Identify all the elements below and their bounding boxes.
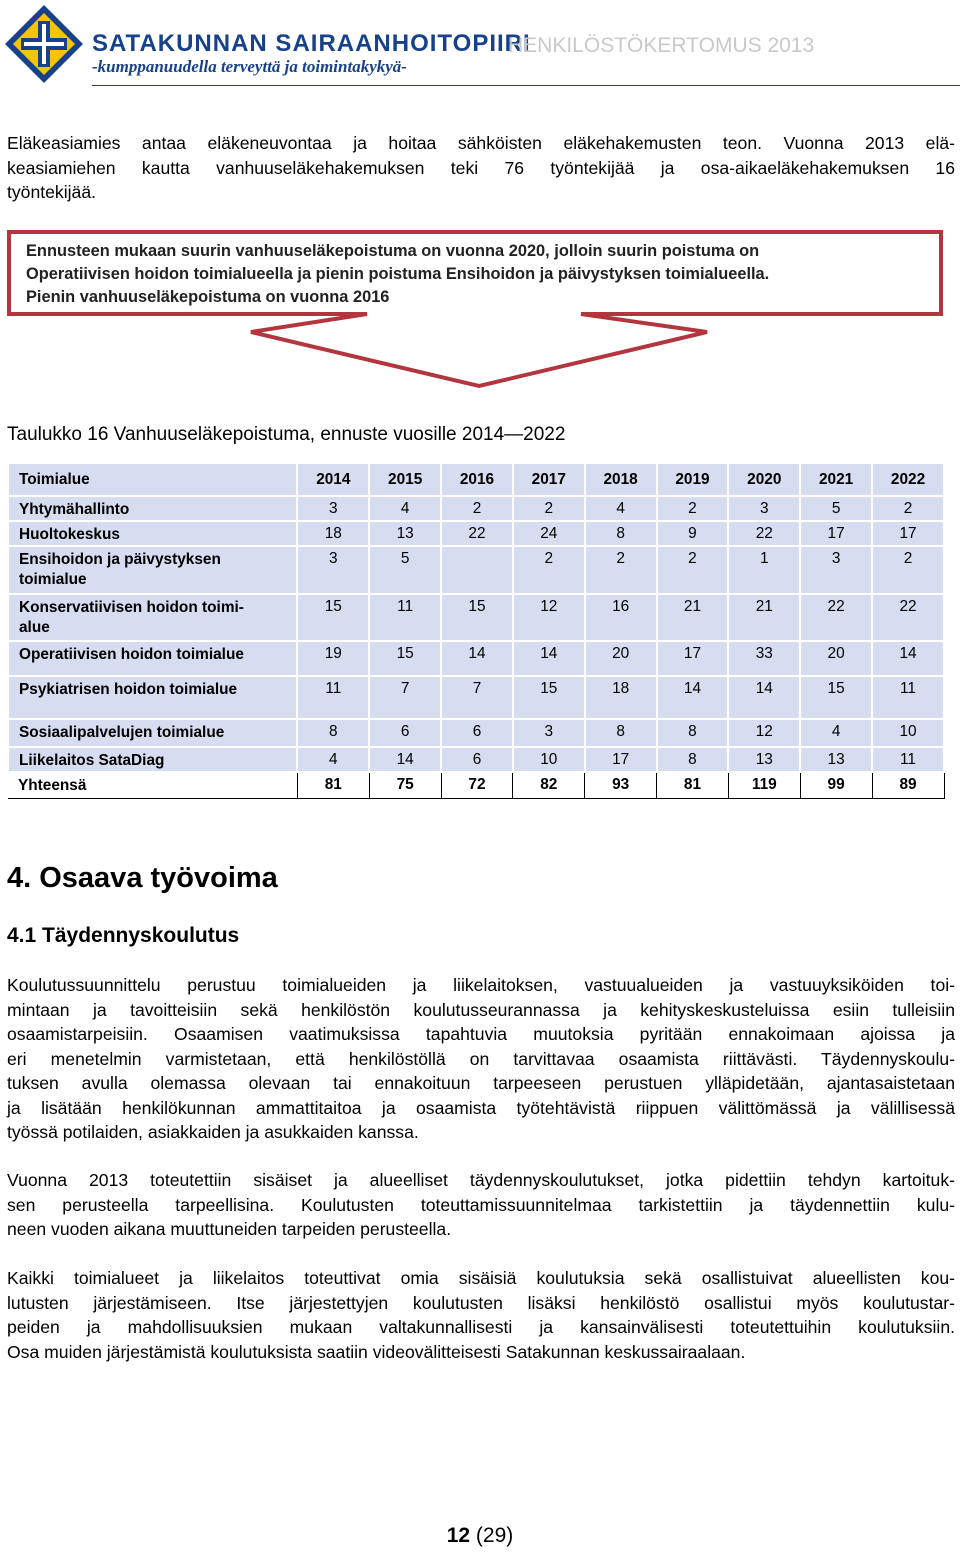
table-cell: 14 [728, 676, 800, 719]
table-cell: 5 [800, 496, 872, 521]
row-label [8, 546, 297, 594]
table-cell: 11 [872, 747, 944, 772]
callout-line: Ennusteen mukaan suurin vanhuuseläkepoistuma on vuonna 2020, jolloin suurin poistuma on [26, 242, 760, 260]
row-label-line: Sosiaalipalvelujen toimialue [19, 724, 225, 741]
table-caption: Taulukko 16 Vanhuuseläkepoistuma, ennuste vuosille 2014—2022 [7, 424, 566, 445]
table-row [8, 521, 944, 546]
table-cell: 2 [657, 496, 729, 521]
organization-slogan: -kumppanuudella terveyttä ja toimintakykyä- [92, 57, 407, 76]
table-cell: 11 [297, 676, 369, 719]
table-cell: 4 [369, 496, 441, 521]
table-cell: 16 [585, 594, 657, 641]
table-cell: 89 [872, 772, 944, 798]
satakunta-logo-icon [4, 4, 84, 84]
section-heading: 4. Osaava työvoima [7, 862, 278, 894]
table-cell: 8 [585, 521, 657, 546]
table-cell: 93 [585, 772, 657, 798]
table-cell: 2 [585, 546, 657, 594]
table-cell: 20 [585, 641, 657, 676]
table-cell: 22 [800, 594, 872, 641]
table-cell: 14 [657, 676, 729, 719]
table-cell: 3 [800, 546, 872, 594]
row-label-line: Huoltokeskus [19, 526, 120, 543]
report-title: HENKILÖSTÖKERTOMUS 2013 [508, 34, 815, 57]
table-cell: 72 [441, 772, 513, 798]
table-cell: 8 [297, 719, 369, 747]
page-number: 12 [446, 1524, 471, 1547]
text-line: Osa muiden järjestämistä koulutuksista saatiin videovälitteisesti Satakunnan keskussairaalaan. [7, 1341, 746, 1362]
callout-line: Operatiivisen hoidon toimialueella ja pienin poistuma Ensihoidon ja päivystyksen toimialueella. [26, 265, 770, 283]
row-label [8, 747, 297, 772]
row-label-line: Ensihoidon ja päivystyksen [19, 551, 221, 568]
table-cell: 3 [297, 546, 369, 594]
text-line: peiden ja mahdollisuuksien mukaan valtakunnallisesti ja kansainvälisesti toteutettuihin koulutuksiin. [7, 1317, 955, 1337]
table-cell: 12 [728, 719, 800, 747]
table-cell: 3 [297, 496, 369, 521]
row-label-line: toimialue [19, 571, 87, 588]
row-label-line: Konservatiivisen hoidon toimi- [19, 599, 244, 616]
table-cell: 11 [369, 594, 441, 641]
table-cell: 15 [800, 676, 872, 719]
table-cell: 2 [872, 496, 944, 521]
column-header: 2018 [585, 463, 657, 496]
table-row [8, 641, 944, 676]
organization-name: SATAKUNNAN SAIRAANHOITOPIIRI [92, 30, 531, 57]
table-cell: 15 [369, 641, 441, 676]
column-header: Toimialue [8, 463, 297, 496]
column-header: 2019 [657, 463, 729, 496]
row-label-line: Operatiivisen hoidon toimialue [19, 646, 244, 663]
text-line: keasiamiehen kautta vanhuuseläkehakemuksen teki 76 työntekijää ja osa-aikaeläkehakemuksen 16 [7, 157, 955, 178]
row-label-line: Psykiatrisen hoidon toimialue [19, 681, 238, 698]
page-footer [0, 1524, 960, 1548]
table-cell: 20 [800, 641, 872, 676]
text-line: lutusten järjestämiseen. Itse järjestettyjen koulutusten lisäksi henkilöstö osallistui myös koulutustar- [7, 1292, 955, 1313]
table-cell: 119 [728, 772, 800, 798]
body-paragraph [7, 973, 955, 1145]
table-cell: 81 [657, 772, 729, 798]
row-label-line: Yhtymähallinto [19, 501, 130, 518]
row-label-line: Liikelaitos SataDiag [19, 752, 165, 769]
table-cell: 8 [657, 719, 729, 747]
table-cell: 75 [369, 772, 441, 798]
table-cell: 3 [513, 719, 585, 747]
table-cell: 24 [513, 521, 585, 546]
page-total: (29) [475, 1524, 514, 1547]
table-cell: 13 [369, 521, 441, 546]
text-line: ja lisätään henkilökunnan ammattitaitoa ja osaamista työtehtävistä riippuen välittömässä ja välillisessä [7, 1097, 955, 1118]
table-cell: 17 [657, 641, 729, 676]
table-cell: 6 [441, 719, 513, 747]
table-row [8, 594, 944, 641]
table-cell: 10 [513, 747, 585, 772]
row-label [8, 521, 297, 546]
text-line: Eläkeasiamies antaa eläkeneuvontaa ja hoitaa sähköisten eläkehakemusten teon. Vuonna 2013 elä- [7, 133, 955, 153]
table-cell: 9 [657, 521, 729, 546]
table-cell: 99 [800, 772, 872, 798]
table-cell: 18 [297, 521, 369, 546]
table-cell: 12 [513, 594, 585, 641]
column-header: 2014 [297, 463, 369, 496]
table-row [8, 496, 944, 521]
table-cell: 6 [441, 747, 513, 772]
table-cell: 13 [800, 747, 872, 772]
table-cell: 14 [441, 641, 513, 676]
text-line: Vuonna 2013 toteutettiin sisäiset ja alueelliset täydennyskoulutukset, jotka pidettiin tehdyn kartoituk- [7, 1170, 955, 1190]
row-label [8, 676, 297, 719]
table-cell: 82 [513, 772, 585, 798]
table-cell: 6 [369, 719, 441, 747]
row-label [8, 641, 297, 676]
table-cell: 13 [728, 747, 800, 772]
table-cell: 2 [657, 546, 729, 594]
text-line: neen vuoden aikana muuttuneiden tarpeiden perusteella. [7, 1219, 452, 1239]
table-cell: 5 [369, 546, 441, 594]
table-cell: 1 [728, 546, 800, 594]
table-cell: 17 [585, 747, 657, 772]
table-cell: 81 [297, 772, 369, 798]
body-paragraph [7, 1266, 955, 1364]
table-cell: 19 [297, 641, 369, 676]
page-header [0, 0, 960, 90]
table-cell: 8 [585, 719, 657, 747]
row-label [8, 594, 297, 641]
column-header: 2020 [728, 463, 800, 496]
table-cell: 18 [585, 676, 657, 719]
table-cell: 15 [513, 676, 585, 719]
table-cell: 7 [369, 676, 441, 719]
table-row [8, 546, 944, 594]
table-cell: 21 [657, 594, 729, 641]
table-cell: 3 [728, 496, 800, 521]
row-label-line: alue [19, 619, 50, 636]
table-header-row [8, 463, 944, 496]
table-cell: 15 [441, 594, 513, 641]
table-cell: 33 [728, 641, 800, 676]
table-cell [441, 546, 513, 594]
callout-line: Pienin vanhuuseläkepoistuma on vuonna 2016 [26, 288, 390, 306]
table-cell: 14 [369, 747, 441, 772]
text-line: Koulutussuunnittelu perustuu toimialueiden ja liikelaitoksen, vastuualueiden ja vastuuyksiköiden toi- [7, 975, 955, 995]
header-divider [92, 85, 960, 86]
text-line: eri menetelmin varmistetaan, että henkilöstöllä on tarvittavaa osaamista riittävästi. Täydennyskoulu- [7, 1048, 955, 1069]
body-paragraph [7, 1168, 955, 1242]
table-cell: 4 [585, 496, 657, 521]
table-cell: 17 [800, 521, 872, 546]
table-cell: 22 [441, 521, 513, 546]
text-line: työntekijää. [7, 182, 96, 202]
column-header: 2022 [872, 463, 944, 496]
table-cell: 4 [800, 719, 872, 747]
table-cell: 7 [441, 676, 513, 719]
table-cell: 2 [513, 546, 585, 594]
column-header: 2015 [369, 463, 441, 496]
intro-paragraph [7, 131, 955, 205]
column-header: 2017 [513, 463, 585, 496]
row-label: Yhteensä [8, 772, 297, 798]
text-line: tuksen avulla olemassa olevaan tai ennakoituun tarpeeseen perustuen ylläpidetään, ajantasaistetaan [7, 1073, 955, 1093]
table-cell: 11 [872, 676, 944, 719]
text-line: osaamistarpeisiin. Osaamisen vaatimuksissa tapahtuvia muutoksia pyritään ennakoimaan ajoissa ja [7, 1024, 955, 1044]
table-cell: 2 [872, 546, 944, 594]
table-row [8, 676, 944, 719]
table-row [8, 747, 944, 772]
table-cell: 10 [872, 719, 944, 747]
table-cell: 17 [872, 521, 944, 546]
callout-text [26, 240, 926, 309]
table-cell: 14 [872, 641, 944, 676]
table-cell: 21 [728, 594, 800, 641]
subsection-heading: 4.1 Täydennyskoulutus [7, 924, 240, 947]
table-cell: 22 [728, 521, 800, 546]
table-cell: 22 [872, 594, 944, 641]
retirement-forecast-table [7, 462, 945, 799]
row-label [8, 496, 297, 521]
column-header: 2021 [800, 463, 872, 496]
text-line: sen perusteella tarpeellisina. Koulutusten toteuttamissuunnitelmaa tarkistettiin ja täydennettiin kulu- [7, 1194, 955, 1215]
text-line: mintaan ja tavoitteisiin sekä henkilöstön koulutusseurannassa ja kehityskeskusteluissa esiin tulleisiin [7, 999, 955, 1020]
table-cell: 14 [513, 641, 585, 676]
table-cell: 2 [441, 496, 513, 521]
table-cell: 8 [657, 747, 729, 772]
table-cell: 4 [297, 747, 369, 772]
table-row [8, 719, 944, 747]
table-cell: 2 [513, 496, 585, 521]
row-label [8, 719, 297, 747]
table-cell: 15 [297, 594, 369, 641]
text-line: Kaikki toimialueet ja liikelaitos toteuttivat omia sisäisiä koulutuksia sekä osallistuivat alueellisten kou- [7, 1268, 955, 1288]
text-line: työssä potilaiden, asiakkaiden ja asukkaiden kanssa. [7, 1122, 419, 1142]
table-total-row [8, 772, 944, 798]
column-header: 2016 [441, 463, 513, 496]
